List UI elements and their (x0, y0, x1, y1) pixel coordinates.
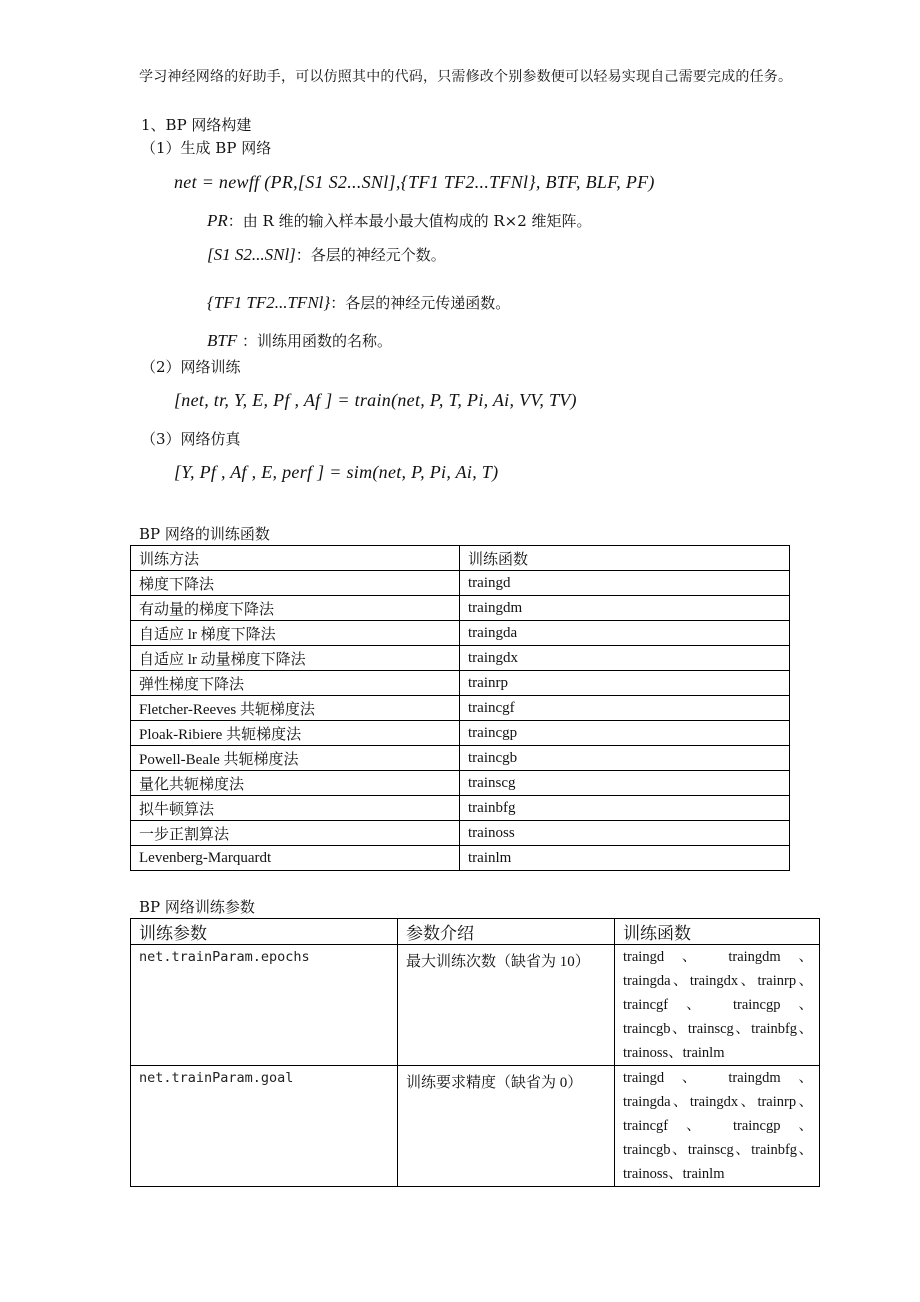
table-row (131, 1066, 820, 1187)
def-symbol: [S1 S2...SNl] (207, 245, 296, 264)
function-cell: traincgf (460, 696, 790, 721)
function-cell: trainoss (460, 821, 790, 846)
function-cell: trainbfg (460, 796, 790, 821)
header-cell: 训练函数 (615, 919, 820, 945)
method-cell: 自适应 lr 动量梯度下降法 (131, 646, 460, 671)
param-cell: net.trainParam.epochs (131, 945, 398, 1066)
section-title: 1、BP 网络构建 (141, 116, 252, 134)
function-cell: traingd (460, 571, 790, 596)
table-row (131, 771, 790, 796)
table-row (131, 596, 790, 621)
function-cell: traingdx (460, 646, 790, 671)
table-row (131, 671, 790, 696)
method-cell: 拟牛顿算法 (131, 796, 460, 821)
table-row (131, 721, 790, 746)
table-header-row (131, 919, 820, 945)
def-pr (207, 210, 592, 231)
subsection-sim: （3）网络仿真 (141, 430, 241, 448)
table1-caption: BP 网络的训练函数 (139, 525, 270, 543)
table-row (131, 945, 820, 1066)
table2-caption: BP 网络训练参数 (139, 898, 255, 916)
function-cell: trainlm (460, 846, 790, 871)
desc-cell: 最大训练次数（缺省为 10） (398, 945, 615, 1066)
function-cell: traincgb (460, 746, 790, 771)
method-cell: 梯度下降法 (131, 571, 460, 596)
method-cell: Powell-Beale 共轭梯度法 (131, 746, 460, 771)
method-cell: Fletcher-Reeves 共轭梯度法 (131, 696, 460, 721)
formula-sim: [Y, Pf , Af , E, perf ] = sim(net, P, Pi, Ai, T) (174, 462, 499, 482)
table-row (131, 821, 790, 846)
method-cell: 自适应 lr 梯度下降法 (131, 621, 460, 646)
def-layers (207, 244, 446, 265)
functions-cell: traingd 、 traingdm 、traingda、traingdx、trainrp、traincgf 、 traincgp 、traincgb、trainscg、trainbfg、trainoss、trainlm (615, 945, 820, 1066)
def-transfer (207, 292, 510, 313)
def-btf (207, 330, 392, 351)
table-row (131, 696, 790, 721)
table-row (131, 846, 790, 871)
function-cell: trainscg (460, 771, 790, 796)
table-header-row (131, 546, 790, 571)
param-cell: net.trainParam.goal (131, 1066, 398, 1187)
method-cell: Ploak-Ribiere 共轭梯度法 (131, 721, 460, 746)
functions-cell: traingd 、 traingdm 、traingda、traingdx、trainrp、traincgf 、 traincgp 、traincgb、trainscg、trainbfg、trainoss、trainlm (615, 1066, 820, 1187)
table-row (131, 571, 790, 596)
def-text: ：各层的神经元传递函数。 (330, 294, 511, 312)
training-params-table (130, 918, 820, 1187)
header-cell: 训练方法 (131, 546, 460, 571)
formula-train: [net, tr, Y, E, Pf , Af ] = train(net, P, T, Pi, Ai, VV, TV) (174, 390, 577, 410)
function-cell: traingdm (460, 596, 790, 621)
header-cell: 训练参数 (131, 919, 398, 945)
subsection-train: （2）网络训练 (141, 358, 241, 376)
function-cell: trainrp (460, 671, 790, 696)
def-text: ：各层的神经元个数。 (295, 246, 446, 264)
function-cell: traincgp (460, 721, 790, 746)
table-row (131, 621, 790, 646)
function-cell: traingda (460, 621, 790, 646)
table-row (131, 796, 790, 821)
header-cell: 训练函数 (460, 546, 790, 571)
method-cell: 有动量的梯度下降法 (131, 596, 460, 621)
method-cell: 弹性梯度下降法 (131, 671, 460, 696)
subsection-generate: （1）生成 BP 网络 (141, 139, 272, 157)
def-symbol: PR (207, 211, 228, 230)
intro-text: 学习神经网络的好助手，可以仿照其中的代码，只需修改个别参数便可以轻易实现自己需要完成的任务。 (139, 69, 793, 85)
table-row (131, 646, 790, 671)
training-functions-table (130, 545, 790, 871)
method-cell: 一步正割算法 (131, 821, 460, 846)
header-cell: 参数介绍 (398, 919, 615, 945)
method-cell: 量化共轭梯度法 (131, 771, 460, 796)
formula-newff: net = newff (PR,[S1 S2...SNl],{TF1 TF2...TFNl}, BTF, BLF, PF) (174, 172, 655, 192)
table-row (131, 746, 790, 771)
def-text: ：由 R 维的输入样本最小最大值构成的 R×2 维矩阵。 (227, 212, 592, 230)
def-symbol: BTF (207, 331, 238, 350)
method-cell: Levenberg-Marquardt (131, 846, 460, 871)
def-symbol: {TF1 TF2...TFNl} (207, 293, 331, 312)
def-text: ：训练用函数的名称。 (237, 332, 393, 350)
desc-cell: 训练要求精度（缺省为 0） (398, 1066, 615, 1187)
